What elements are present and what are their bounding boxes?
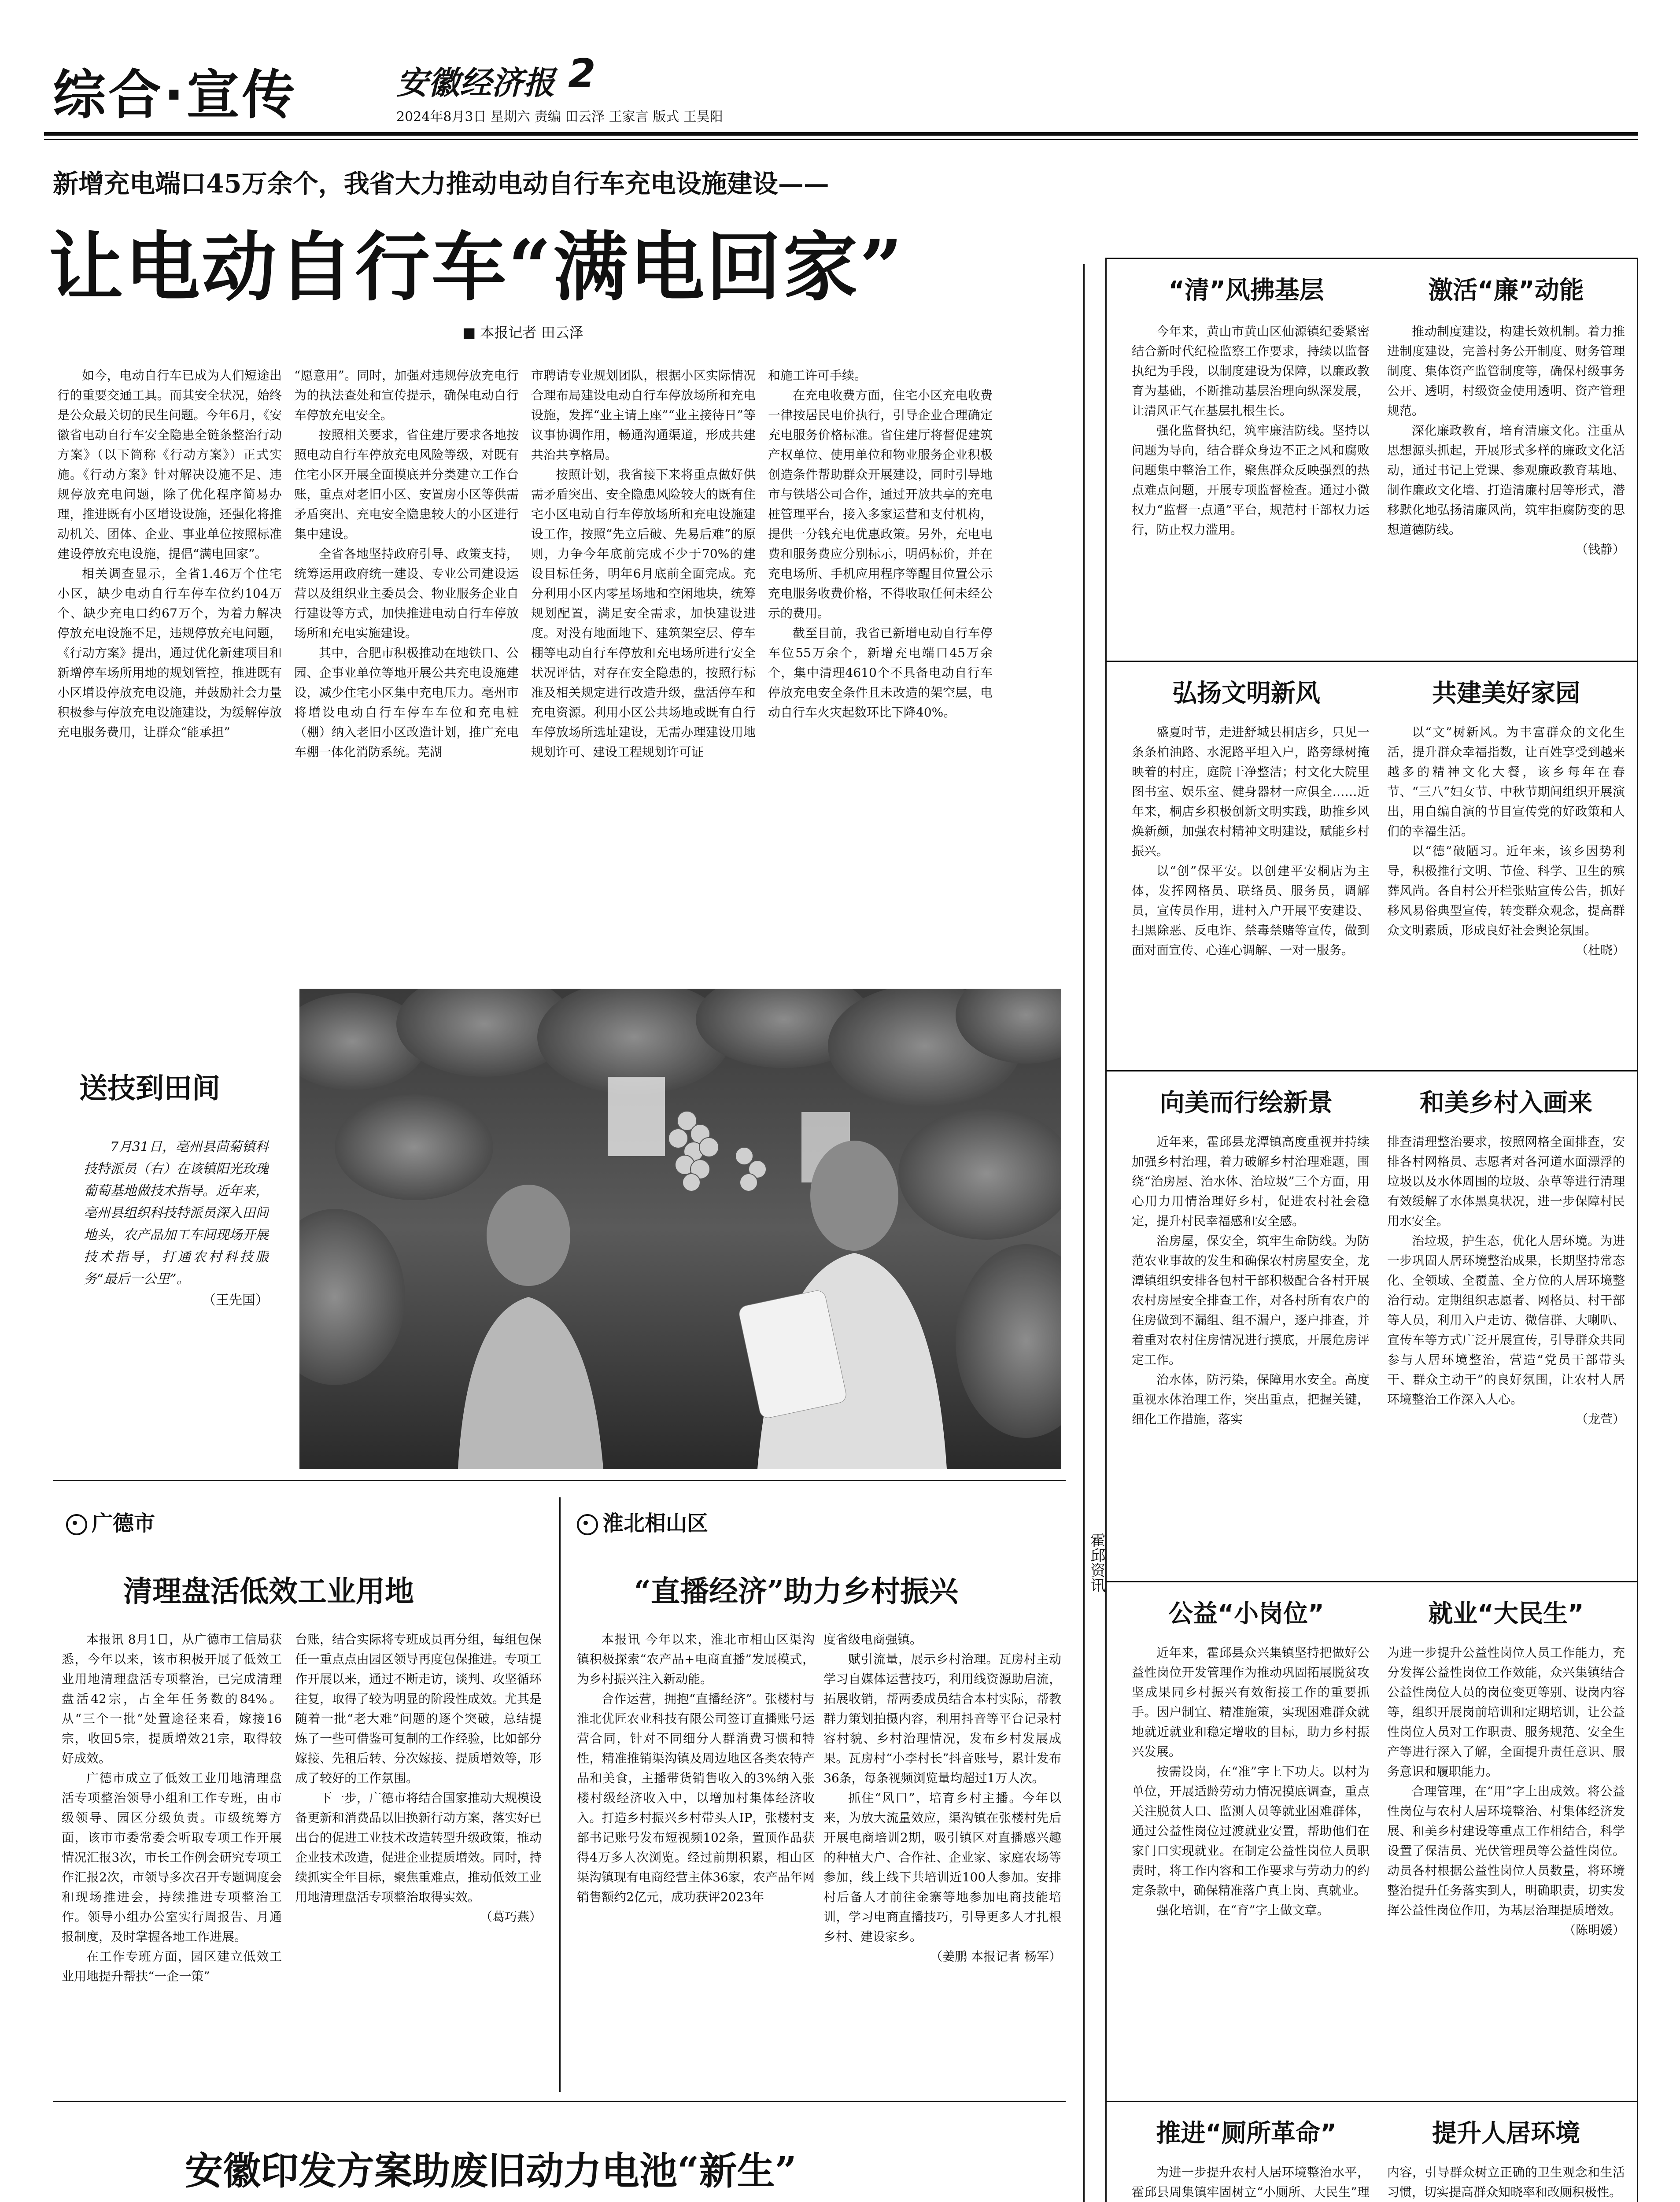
masthead-rule-thin xyxy=(44,139,1638,140)
battery-headline: 安徽印发方案助废旧动力电池“新生” xyxy=(185,2149,797,2193)
paragraph: 治水体，防污染，保障用水安全。高度重视水体治理工作，突出重点，把握关键，细化工作措施，落实 xyxy=(1132,1372,1370,1426)
guangde-column-2 xyxy=(295,1629,542,2087)
story4-column-1 xyxy=(1132,1643,1370,2096)
caption-text: 7月31日，亳州县茴菊镇科技特派员（右）在该镇阳光玫瑰葡萄基地做技术指导。近年来，亳州县组织科技特派员深入田间地头，农产品加工车间现场开展技术指导，打通农村科技服务“最后一公里”。 xyxy=(84,1139,269,1287)
paragraph: 在工作专班方面，园区建立低效工业用地提升帮扶“一企一策” xyxy=(62,1949,282,1984)
huaibei-column-2 xyxy=(823,1629,1061,2087)
paragraph: 其中，合肥市积极推动在地铁口、公园、企事业单位等地开展公共充电设施建设，减少住宅小区集中充电压力。亳州市将增设电动自行车停车车位和充电桩（棚）纳入老旧小区改造计划，推广充电车棚一体化消防系统。芜湖 xyxy=(294,646,519,759)
paragraph: 相关调查显示，全省1.46万个住宅小区，缺少电动自行车停车位约104万个、缺少充电口约67万个，为着力解决停放充电设施不足，违规停放充电问题，《行动方案》提出，通过优化新建项目和新增停车场所用地的规划管控，推进既有小区增设停放充电设施，并鼓励社会力量积极参与停放充电设施建设，为缓解停放充电服务费用，让群众“能承担” xyxy=(57,566,282,739)
story2-title-left: 弘扬文明新风 xyxy=(1172,679,1320,708)
paragraph: 排查清理整治要求，按照网格全面排查，安排各村网格员、志愿者对各河道水面漂浮的垃圾以及水体周围的垃圾、杂草等进行清理有效缓解了水体黑臭状况，进一步保障村民用水安全。 xyxy=(1387,1134,1625,1228)
section-label: 综合·宣传 xyxy=(53,65,298,126)
page-number: 2 xyxy=(568,51,596,97)
sidebar-divider xyxy=(1083,264,1085,2202)
paragraph: 抓住“风口”，培育乡村主播。今年以来，为放大流量效应，渠沟镇在张楼村先后开展电商培训2期，吸引镇区对直播感兴趣的种植大户、合作社、企业家、家庭农场等参加，线上线下共培训近100人参加。安排村后备人才前往金寨等地参加电商技能培训，学习电商直播技巧，引导更多人才扎根乡村、建设家乡。 xyxy=(823,1791,1061,1944)
caption-credit: （王先国） xyxy=(203,1293,269,1308)
guangde-location-label: 广德市 xyxy=(92,1511,155,1536)
byline: （姜鹏 本报记者 杨军） xyxy=(930,1949,1061,1964)
paragraph: 为进一步提升农村人居环境整治水平，霍邱县周集镇牢固树立“小厕所、大民生”理 xyxy=(1132,2165,1370,2199)
sidebar-side-label: 霍邱资讯 xyxy=(1088,1533,1105,1592)
story1-title-left: “清”风拂基层 xyxy=(1168,276,1324,305)
photo-caption xyxy=(84,1136,269,1436)
location-pin-icon xyxy=(66,1514,87,1535)
huaibei-column-1 xyxy=(577,1629,815,2087)
paragraph: 以“创”保平安。以创建平安桐店为主体，发挥网格员、联络员、服务员，调解员，宣传员作用，进村入户开展平安建设、扫黑除恶、反电诈、禁毒禁赌等宣传，做到面对面宣传、心连心调解、一对一服务。 xyxy=(1132,864,1370,957)
story3-title-left: 向美而行绘新景 xyxy=(1160,1089,1333,1117)
paragraph: 按照相关要求，省住建厅要求各地按照电动自行车停放充电风险等级，对既有住宅小区开展全面摸底并分类建立工作台账，重点对老旧小区、安置房小区等供需矛盾突出、充电安全隐患较大的小区进行集中建设。 xyxy=(294,428,519,541)
paper-name: 安徽经济报 xyxy=(396,64,555,101)
story5-title-left: 推进“厕所革命” xyxy=(1156,2119,1337,2148)
paragraph: 近年来，霍邱县众兴集镇坚持把做好公益性岗位开发管理作为推动巩固拓展脱贫攻坚成果同乡村振兴有效衔接工作的重要抓手。因户制宜、精准施策，实现困难群众就地就近就业和稳定增收的目标，助力乡村振兴发展。 xyxy=(1132,1645,1370,1759)
paragraph: 内容，引导群众树立正确的卫生观念和生活习惯，切实提高群众知晓率和改厕积极性。 xyxy=(1387,2165,1625,2199)
huaibei-headline: “直播经济”助力乡村振兴 xyxy=(634,1574,958,1608)
vineyard-photo-image xyxy=(299,989,1061,1469)
dateline: 2024年8月3日 星期六 责编 田云泽 王家言 版式 王昊阳 xyxy=(396,109,723,125)
paragraph: 以“文”树新风。为丰富群众的文化生活，提升群众幸福指数，让百姓享受到越来越多的精神文化大餐，该乡每年在春节、“三八”妇女节、中秋节期间组织开展演出，用自编自演的节目宣传党的好政策和人们的幸福生活。 xyxy=(1387,725,1625,839)
paragraph: 按需设岗，在“准”字上下功夫。以村为单位，开展适龄劳动力情况摸底调查，重点关注脱贫人口、监测人员等就业困难群体，通过公益性岗位过渡就业安置，帮助他们在家门口实现就业。在制定公益性岗位人员职责时，将工作内容和工作要求与劳动力的约定条款中，确保精准落户真上岗、真就业。 xyxy=(1132,1764,1370,1898)
story1-column-2 xyxy=(1387,321,1625,656)
paragraph: 广德市成立了低效工业用地清理盘活专项整治领导小组和工作专班，由市级领导、园区分级负责。市级统筹方面，该市市委常委会听取专项工作开展情况汇报3次，市长工作例会研究专项工作汇报2次，市领导多次召开专题调度会和现场推进会，持续推进专项整治工作。领导小组办公室实行周报告、月通报制度，及时掌握各地工作进展。 xyxy=(62,1771,282,1944)
lead-column-3 xyxy=(531,366,756,956)
paragraph: 强化监督执纪，筑牢廉洁防线。坚持以问题为导向，结合群众身边不正之风和腐败问题集中整治工作，聚焦群众反映强烈的热点难点问题，开展专项监督检查。通过小微权力“监督一点通”平台，规范村干部权力运行，防止权力滥用。 xyxy=(1132,423,1370,537)
story4-title-left: 公益“小岗位” xyxy=(1168,1600,1324,1628)
story2-title-right: 共建美好家园 xyxy=(1432,679,1580,708)
byline: （钱静） xyxy=(1575,542,1625,557)
story3-column-2 xyxy=(1387,1132,1625,1577)
lead-headline: 让电动自行车“满电回家” xyxy=(48,223,905,311)
sidebar-rule xyxy=(1105,661,1638,662)
photo-grape-vineyard xyxy=(299,989,1061,1469)
paragraph: 推动制度建设，构建长效机制。着力推进制度建设，完善村务公开制度、财务管理制度、集体资产监管制度等，确保村级事务公开、透明，村级资金使用透明、资产管理规范。 xyxy=(1387,324,1625,418)
story1-column-1 xyxy=(1132,321,1370,656)
story5-column-1 xyxy=(1132,2162,1370,2202)
lead-byline: ■ 本报记者 田云泽 xyxy=(462,324,583,341)
sidebar-rule xyxy=(1105,1581,1638,1582)
guangde-column-1 xyxy=(62,1629,282,2087)
story2-column-2 xyxy=(1387,722,1625,1066)
paragraph: 下一步，广德市将结合国家推动大规模设备更新和消费品以旧换新行动方案，落实好已出台的促进工业技术改造转型升级政策，推动企业技术改造，促进企业提质增效。同时，持续抓实全年目标，聚焦重难点，推动低效工业用地清理盘活专项整治取得实效。 xyxy=(295,1791,542,1904)
sidebar-rule xyxy=(1105,2101,1638,2102)
paragraph: 按照计划，我省接下来将重点做好供需矛盾突出、安全隐患风险较大的既有住宅小区电动自行车停放场所和充电设施建设工作，按照“先立后破、先易后难”的原则，力争今年底前完成不少于70%的建设目标任务，明年6月底前全面完成。充分利用小区内零星场地和空闲地块，统筹规划配置，满足安全需求，加快建设进度。对没有地面地下、建筑架空层、停车棚等电动自行车停放和充电场所进行安全状况评估，对存在安全隐患的，按照行标准及相关规定进行改造升级，盘活停车和充电资源。利用小区公共场地或既有自行车停放场所选址建设，无需办理建设用地规划许可、建设工程规划许可证 xyxy=(531,467,756,759)
photo-feature-title: 送技到田间 xyxy=(79,1072,220,1105)
photo-bottom-rule xyxy=(53,1480,1066,1481)
paragraph: 治垃圾，护生态，优化人居环境。为进一步巩固人居环境整治成果，长期坚持常态化、全领域、全覆盖、全方位的人居环境整治行动。定期组织志愿者、网格员、村干部等人员，利用入户走访、微信群、大喇叭、宣传车等方式广泛开展宣传，引导群众共同参与人居环境整治，营造“党员干部带头干、群众主动干”的良好氛围，让农村人居环境整治工作深入人心。 xyxy=(1387,1234,1625,1407)
guangde-location xyxy=(66,1506,155,1537)
story5-column-2 xyxy=(1387,2162,1625,2202)
paragraph: 和施工许可手续。 xyxy=(768,368,867,383)
lead-column-2 xyxy=(294,366,519,956)
paragraph: 市聘请专业规划团队，根据小区实际情况合理布局建设电动自行车停放场所和充电设施，发挥“业主请上座”“业主接待日”等议事协调作用，畅通沟通渠道，形成共建共治共享格局。 xyxy=(531,368,756,462)
paragraph: 如今，电动自行车已成为人们短途出行的重要交通工具。而其安全状况，始终是公众最关切的民生问题。今年6月，《安徽省电动自行车安全隐患全链条整治行动方案》（以下简称《行动方案》）正式实施。《行动方案》针对解决设施不足、违规停放充电问题，除了优化程序简易办理，推进既有小区增设设施，还强化将推动机关、团体、企业、事业单位按照标准建设停放充电设施，提倡“满电回家”。 xyxy=(57,368,282,561)
guangde-headline: 清理盘活低效工业用地 xyxy=(123,1574,414,1608)
paragraph: 强化培训，在“育”字上做文章。 xyxy=(1156,1903,1329,1918)
byline: （陈明媛） xyxy=(1563,1923,1625,1937)
masthead-rule xyxy=(44,132,1638,136)
location-pin-icon xyxy=(577,1514,598,1535)
lead-column-1 xyxy=(57,366,282,956)
paragraph: 赋引流量，展示乡村治理。瓦房村主动学习自媒体运营技巧，利用线资源助启流，拓展收销，帮两委成员结合本村实际，帮教群力策划拍摄内容，利用抖音等平台记录村容村貌、乡村治理情况，发布乡村发展成果。瓦房村“小李村长”抖音账号，累计发布36条，每条视频浏览量均超过1万人次。 xyxy=(823,1652,1061,1785)
byline: （龙萱） xyxy=(1575,1412,1625,1426)
paragraph: 合理管理，在“用”字上出成效。将公益性岗位与农村人居环境整治、村集体经济发展、和美乡村建设等重点工作相结合，科学设置了保洁员、光伏管理员等公益性岗位。动员各村根据公益性岗位人员数量，将环境整治提升任务落实到人，明确职责，切实发挥公益性岗位作用，为基层治理提质增效。 xyxy=(1387,1784,1625,1918)
column-divider xyxy=(559,1497,561,2092)
story3-title-right: 和美乡村入画来 xyxy=(1420,1089,1592,1117)
paragraph: 度省级电商强镇。 xyxy=(823,1632,923,1647)
story4-column-2 xyxy=(1387,1643,1625,2096)
paragraph: 盛夏时节，走进舒城县桐店乡，只见一条条柏油路、水泥路平坦入户，路旁绿树掩映着的村庄，庭院干净整洁；村文化大院里图书室、娱乐室、健身器材一应俱全……近年来，桐店乡积极创新文明实践，助推乡风焕新颜，加强农村精神文明建设，赋能乡村振兴。 xyxy=(1132,725,1370,858)
section-rule xyxy=(53,2101,1066,2102)
paragraph: 近年来，霍邱县龙潭镇高度重视并持续加强乡村治理，着力破解乡村治理难题，围绕“治房屋、治水体、治垃圾”三个方面，用心用力用情治理好乡村，促进农村社会稳定，提升村民幸福感和安全感。 xyxy=(1132,1134,1370,1228)
story2-column-1 xyxy=(1132,722,1370,1066)
story3-column-1 xyxy=(1132,1132,1370,1577)
paragraph: 治房屋，保安全，筑牢生命防线。为防范农业事故的发生和确保农村房屋安全，龙潭镇组织安排各包村干部积极配合各村开展农村房屋安全排查工作，对各村所有农户的住房做到不漏组、组不漏户，逐户排查，并着重对农村住房情况进行摸底，开展危房评定工作。 xyxy=(1132,1234,1370,1367)
sidebar-rule xyxy=(1105,1070,1638,1071)
paragraph: 在充电收费方面，住宅小区充电收费一律按居民电价执行，引导企业合理确定充电服务价格标准。省住建厅将督促建筑产权单位、使用单位和物业服务企业积极创造条件帮助群众开展建设，同时引导地市与铁塔公司合作，通过开放共享的充电桩管理平台，接入多家运营和支付机构，提供一分钱充电优惠政策。另外，充电电费和服务费应分别标示，明码标价，并在充电场所、手机应用程序等醒目位置公示充电服务收费价格，不得收取任何未经公示的费用。 xyxy=(768,388,993,621)
paragraph: 台账，结合实际将专班成员再分组，每组包保任一重点点由园区领导再度包保推进。专项工作开展以来，通过不断走访，谈判、攻坚循环往复，取得了较为明显的阶段性成效。尤其是随着一批“老大难”问题的逐个突破，总结提炼了一些可借鉴可复制的工作经验，比如部分嫁接、先租后转、分次嫁接、提质增效等，形成了较好的工作氛围。 xyxy=(295,1632,542,1785)
huaibei-location xyxy=(577,1506,708,1537)
byline: （杜晓） xyxy=(1575,943,1625,957)
huaibei-location-label: 淮北相山区 xyxy=(602,1511,709,1536)
lead-kicker: 新增充电端口45万余个，我省大力推动电动自行车充电设施建设—— xyxy=(53,169,829,199)
byline: （葛巧燕） xyxy=(480,1910,542,1924)
paragraph: 本报讯 今年以来，淮北市相山区渠沟镇积极探索“农产品+电商直播”发展模式，为乡村振兴注入新动能。 xyxy=(577,1632,815,1686)
paragraph: “愿意用”。同时，加强对违规停放充电行为的执法查处和宣传提示，确保电动自行车停放充电安全。 xyxy=(294,368,519,422)
paragraph: 合作运营，拥抱“直播经济”。张楼村与淮北优匠农业科技有限公司签订直播账号运营合同，针对不同细分人群消费习惯和特性，精准推销渠沟镇及周边地区各类农特产品和美食，主播带货销售收入的3%纳入张楼村级经济收入中，以增加村集体经济收入。打造乡村振兴乡村带头人IP，张楼村支部书记账号发布短视频102条，置顶作品获得4万多人次浏览。经过前期积累，相山区渠沟镇现有电商经营主体36家，农产品年网销售额约2亿元，成功获评2023年 xyxy=(577,1692,815,1904)
paragraph: 全省各地坚持政府引导、政策支持，统筹运用政府统一建设、专业公司建设运营以及组织业主委员会、物业服务企业自行建设等方式，加快推进电动自行车停放场所和充电实施建设。 xyxy=(294,547,519,640)
paragraph: 今年来，黄山市黄山区仙源镇纪委紧密结合新时代纪检监察工作要求，持续以监督执纪为手段，以制度建设为保障，以廉政教育为基础，不断推动基层治理向纵深发展，让清风正气在基层扎根生长。 xyxy=(1132,324,1370,418)
story1-title-right: 激活“廉”动能 xyxy=(1428,276,1584,305)
paragraph: 为进一步提升公益性岗位人员工作能力，充分发挥公益性岗位工作效能，众兴集镇结合公益性岗位人员的岗位变更等别、设岗内容等，组织开展岗前培训和定期培训，让公益性岗位人员对工作职责、服务规范、安全生产等进行深入了解，全面提升责任意识、服务意识和履职能力。 xyxy=(1387,1645,1625,1779)
lead-column-4 xyxy=(768,366,993,956)
paragraph: 截至目前，我省已新增电动自行车停车位55万余个，新增充电端口45万余个，集中清理4610个不具备电动自行车停放充电安全条件且未改造的架空层，电动自行车火灾起数环比下降40%。 xyxy=(768,626,993,720)
paragraph: 深化廉政教育，培育清廉文化。注重从思想源头抓起，开展形式多样的廉政文化活动，通过书记上党课、参观廉政教育基地、制作廉政文化墙、打造清廉村居等形式，潜移默化地弘扬清廉风尚，筑牢拒腐防变的思想道德防线。 xyxy=(1387,423,1625,537)
paragraph: 本报讯 8月1日，从广德市工信局获悉，今年以来，该市积极开展了低效工业用地清理盘活专项整治，已完成清理盘活42宗，占全年任务数的84%。从“三个一批”处置途径来看，嫁接16宗，收回5宗，提质增效21宗，取得较好成效。 xyxy=(62,1632,282,1766)
story4-title-right: 就业“大民生” xyxy=(1428,1600,1584,1628)
story5-title-right: 提升人居环境 xyxy=(1432,2119,1580,2148)
paragraph: 以“德”破陋习。近年来，该乡因势利导，积极推行文明、节俭、科学、卫生的殡葬风尚。各自村公开栏张贴宣传公告，抓好移风易俗典型宣传，转变群众观念，提高群众文明素质，形成良好社会舆论氛围。 xyxy=(1387,844,1625,938)
